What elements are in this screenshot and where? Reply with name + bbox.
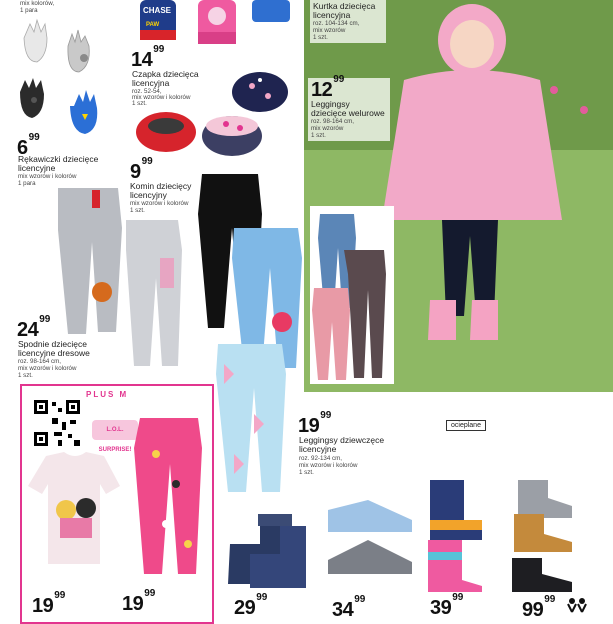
gloves-price: $6^{99}$ <box>17 131 40 159</box>
hat-brand-chase: CHASE <box>143 6 172 15</box>
girls-leggings-title: Leggingsy dziewczęce licencyjne <box>299 435 385 454</box>
gloves-detail: mix wzorów i kolorów <box>18 173 77 180</box>
plusm-price-2: $19^{99}$ <box>122 587 156 615</box>
velour-detail2: mix wzorów <box>311 125 344 132</box>
boots-price-1: $29^{99}$ <box>234 591 268 619</box>
jacket-detail2: mix wzorów <box>313 27 346 34</box>
hat-price: $14^{99}$ <box>131 43 165 71</box>
hat-brand-paw: PAW <box>146 22 160 28</box>
pants-detail2: mix wzorów i kolorów <box>18 365 77 372</box>
boots-price-2: $34^{99}$ <box>332 593 366 621</box>
girls-leggings-detail2: mix wzorów i kolorów <box>299 462 358 469</box>
girls-leggings-detail1: roz. 92-134 cm, <box>299 455 342 462</box>
velour-title: Leggingsy dziecięce welurowe <box>311 99 385 118</box>
top-item-qty: 1 para <box>20 7 38 14</box>
snood-title: Komin dziecięcy licencyjny <box>130 181 192 200</box>
insulated-badge: ocieplane <box>446 420 486 431</box>
pants-detail1: roz. 98-164 cm, <box>18 358 61 365</box>
hat-detail2: mix wzorów i kolorów <box>132 94 191 101</box>
jacket-detail1: roz. 104-134 cm, <box>313 20 360 27</box>
gloves-qty: 1 para <box>18 180 36 187</box>
plusm-price-1: $19^{99}$ <box>32 589 66 617</box>
velour-qty: 1 szt. <box>311 132 326 139</box>
hat-qty: 1 szt. <box>132 100 147 107</box>
snood-photo <box>130 66 298 162</box>
gloves-photo <box>18 18 122 150</box>
girls-leggings-price: $19^{99}$ <box>298 409 332 437</box>
hat-detail1: roz. 52-54, <box>132 88 162 95</box>
velour-price: $12^{99}$ <box>311 73 345 101</box>
velour-leggings-photo <box>310 206 394 384</box>
lol-shirt-photo <box>26 452 124 572</box>
girls-leggings-qty: 1 szt. <box>299 469 314 476</box>
qr-code-icon[interactable] <box>32 398 82 448</box>
gloves-title: Rękawiczki dziecięce licencyjne <box>18 154 99 173</box>
boots-price-4: $99^{99}$ <box>522 593 556 621</box>
pants-qty: 1 szt. <box>18 372 33 379</box>
snood-qty: 1 szt. <box>130 207 145 214</box>
jacket-label <box>310 0 386 43</box>
hat-title: Czapka dziecięca licencyjna <box>132 69 199 88</box>
plusm-brand: PLUS M <box>86 390 129 399</box>
lol-logo: L.O.L. SURPRISE! <box>92 420 138 440</box>
snood-price: $9^{99}$ <box>130 155 153 183</box>
velour-label <box>308 73 390 141</box>
snood-detail: mix wzorów i kolorów <box>130 200 189 207</box>
velour-detail1: roz. 98-164 cm, <box>311 118 354 125</box>
top-item-size: mix kolorów, <box>20 0 55 7</box>
jacket-qty: 1 szt. <box>313 34 328 41</box>
pants-price: $24^{99}$ <box>17 313 51 341</box>
boots-price-3: $39^{99}$ <box>430 591 464 619</box>
boots-photo <box>228 480 613 593</box>
jacket-title: Kurtka dziecięca licencyjna <box>313 1 376 20</box>
lol-leggings-photo <box>126 414 210 578</box>
kappa-logo-icon <box>562 596 592 613</box>
pants-title: Spodnie dziecięce licencyjne dresowe <box>18 339 90 358</box>
